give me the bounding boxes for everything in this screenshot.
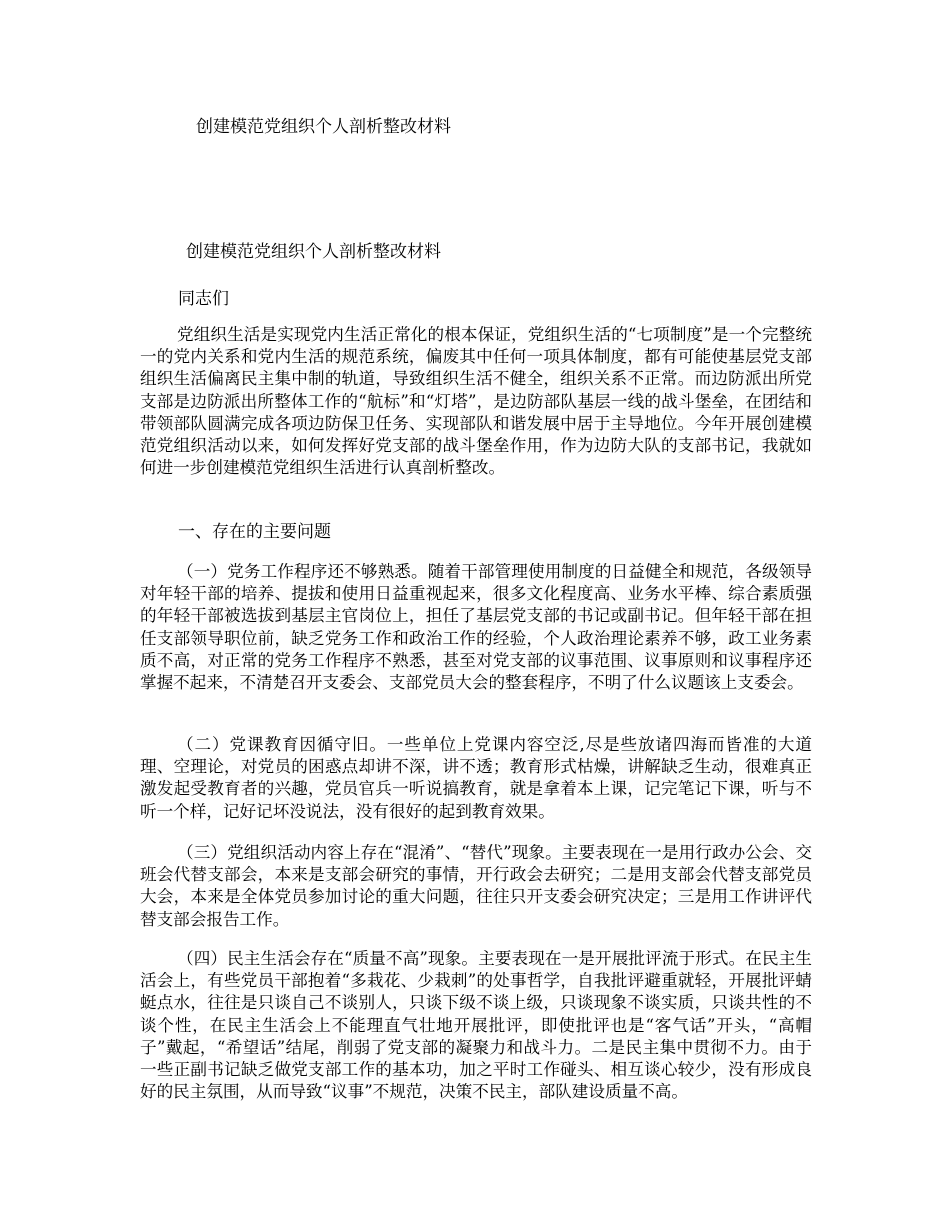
document-title: 创建模范党组织个人剖析整改材料	[186, 242, 441, 262]
section-heading: 一、存在的主要问题	[178, 522, 331, 542]
problem-item-1: （一）党务工作程序还不够熟悉。随着干部管理使用制度的日益健全和规范，各级领导对年轻干部的培养、提拔和使用日益重视起来，很多文化程度高、业务水平棒、综合素质强的年轻干部被选拔到基层主官岗位上，担任了基层党支部的书记或副书记。但年轻干部在担任支部领导职位前，缺乏党务工作和政治工作的经验，个人政治理论素养不够，政工业务素质不高，对正常的党务工作程序不熟悉，甚至对党支部的议事范围、议事原则和议事程序还掌握不起来，不清楚召开支委会、支部党员大会的整套程序，不明了什么议题该上支委会。	[140, 562, 812, 693]
page-header-title: 创建模范党组织个人剖析整改材料	[196, 117, 451, 137]
greeting: 同志们	[178, 289, 229, 309]
problem-item-4: （四）民主生活会存在“质量不高”现象。主要表现在一是开展批评流于形式。在民主生活会上，有些党员干部抱着“多栽花、少栽刺”的处事哲学，自我批评避重就轻，开展批评蜻蜓点水，往往是只谈自己不谈别人，只谈下级不谈上级，只谈现象不谈实质，只谈共性的不谈个性，在民主生活会上不能理直气壮地开展批评，即使批评也是“客气话”开头，“高帽子”戴起，“希望话”结尾，削弱了党支部的凝聚力和战斗力。二是民主集中贯彻不力。由于一些正副书记缺乏做党支部工作的基本功，加之平时工作碰头、相互谈心较少，没有形成良好的民主氛围，从而导致“议事”不规范，决策不民主，部队建设质量不高。	[140, 949, 812, 1102]
problem-item-2: （二）党课教育因循守旧。一些单位上党课内容空泛,尽是些放诸四海而皆准的大道理、空理论，对党员的困惑点却讲不深，讲不透；教育形式枯燥，讲解缺乏生动，很难真正激发起受教育者的兴趣，党员官兵一听说搞教育，就是拿着本上课，记完笔记下课，听与不听一个样，记好记坏没说法，没有很好的起到教育效果。	[140, 735, 812, 821]
intro-paragraph: 党组织生活是实现党内生活正常化的根本保证，党组织生活的“七项制度”是一个完整统一的党内关系和党内生活的规范系统，偏废其中任何一项具体制度，都有可能使基层党支部组织生活偏离民主集中制的轨道，导致组织生活不健全，组织关系不正常。而边防派出所党支部是边防派出所整体工作的“航标”和“灯塔”，是边防部队基层一线的战斗堡垒，在团结和带领部队圆满完成各项边防保卫任务、实现部队和谐发展中居于主导地位。今年开展创建模范党组织活动以来，如何发挥好党支部的战斗堡垒作用，作为边防大队的支部书记，我就如何进一步创建模范党组织生活进行认真剖析整改。	[140, 325, 812, 478]
problem-item-3: （三）党组织活动内容上存在“混淆”、“替代”现象。主要表现在一是用行政办公会、交班会代替支部会，本来是支部会研究的事情，开行政会去研究；二是用支部会代替支部党员大会，本来是全体党员参加讨论的重大问题，往往只开支委会研究决定；三是用工作讲评代替支部会报告工作。	[140, 843, 812, 929]
